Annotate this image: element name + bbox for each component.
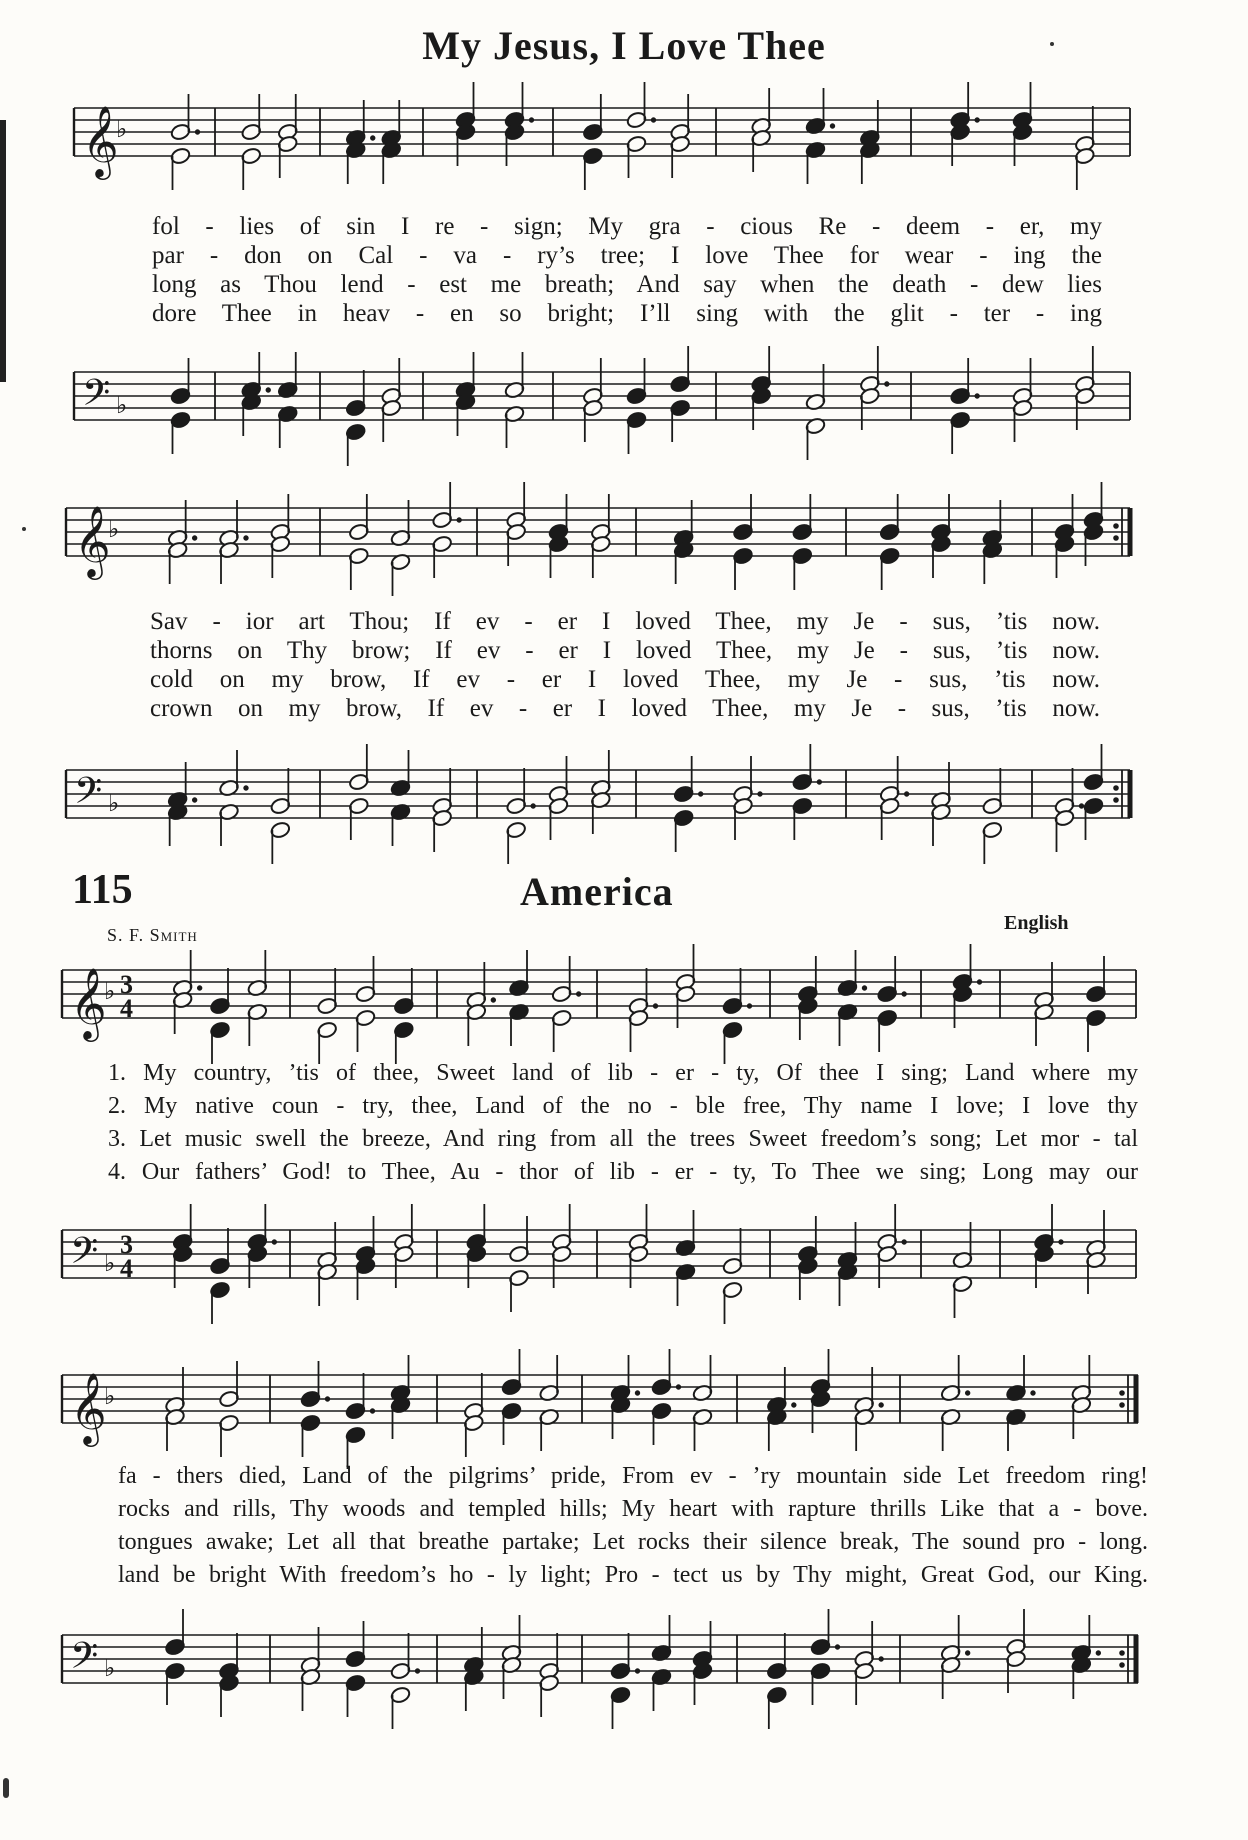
hymn-number: 115 xyxy=(72,867,133,913)
bass-clef-icon: 𝄢 xyxy=(82,372,111,423)
treble-clef-icon: 𝄞 xyxy=(74,504,111,577)
lyrics-verse-1: fa - thers died, Land of the pilgrims’ pride, From ev - ’ry mountain side Let freedom ring! xyxy=(118,1463,1148,1489)
flat-icon: ♭ xyxy=(108,515,120,543)
lyrics-verse-3: 3. Let music swell the breeze, And ring from all the trees Sweet freedom’s song; Let mor - tal xyxy=(108,1126,1138,1152)
flat-icon: ♭ xyxy=(104,1382,116,1410)
lyrics-verse-1: 1. My country, ’tis of thee, Sweet land of lib - er - ty, Of thee I sing; Land where my xyxy=(108,1060,1138,1086)
svg-text:3: 3 xyxy=(120,970,133,999)
scan-speck xyxy=(1050,42,1054,46)
flat-icon: ♭ xyxy=(116,115,128,143)
flat-icon: ♭ xyxy=(104,1654,116,1682)
flat-icon: ♭ xyxy=(104,1249,116,1277)
lyrics-verse-1: fol - lies of sin I re - sign; My gra - cious Re - deem - er, my xyxy=(152,213,1102,240)
svg-text:4: 4 xyxy=(120,994,133,1023)
lyrics-verse-4: dore Thee in heav - en so bright; I’ll sing with the glit - ter - ing xyxy=(152,300,1102,327)
treble-clef-icon: 𝄞 xyxy=(82,104,119,177)
hymn-title: My Jesus, I Love Thee xyxy=(422,23,826,68)
flat-icon: ♭ xyxy=(104,977,116,1005)
lyrics-verse-4: crown on my brow, If ev - er I loved Thee, my Je - sus, ’tis now. xyxy=(150,695,1100,722)
treble-clef-icon: 𝄞 xyxy=(70,1371,107,1444)
lyrics-verse-3: cold on my brow, If ev - er I loved Thee, my Je - sus, ’tis now. xyxy=(150,666,1100,693)
lyrics-verse-2: rocks and rills, Thy woods and templed hills; My heart with rapture thrills Like that a - bove. xyxy=(118,1496,1148,1522)
lyrics-verse-3: tongues awake; Let all that breathe partake; Let rocks their silence break, The sound pro - long. xyxy=(118,1529,1148,1555)
lyrics-verse-4: land be bright With freedom’s ho - ly light; Pro - tect us by Thy might, Great God, our King. xyxy=(118,1562,1148,1588)
lyrics-verse-1: Sav - ior art Thou; If ev - er I loved Thee, my Je - sus, ’tis now. xyxy=(150,608,1100,635)
svg-text:3: 3 xyxy=(120,1230,133,1259)
scan-speck xyxy=(22,527,26,531)
tune-name: English xyxy=(1004,912,1069,934)
treble-clef-icon: 𝄞 xyxy=(70,966,107,1039)
bass-clef-icon: 𝄢 xyxy=(70,1635,99,1686)
scan-speck xyxy=(3,1778,9,1798)
svg-text:4: 4 xyxy=(120,1254,133,1283)
lyrics-verse-2: 2. My native coun - try, thee, Land of the no - ble free, Thy name I love; I love thy xyxy=(108,1093,1138,1119)
bass-clef-icon: 𝄢 xyxy=(70,1230,99,1281)
lyrics-verse-2: thorns on Thy brow; If ev - er I loved Thee, my Je - sus, ’tis now. xyxy=(150,637,1100,664)
flat-icon: ♭ xyxy=(108,789,120,817)
lyrics-verse-4: 4. Our fathers’ God! to Thee, Au - thor of lib - er - ty, To Thee we sing; Long may our xyxy=(108,1159,1138,1185)
flat-icon: ♭ xyxy=(116,391,128,419)
lyrics-verse-3: long as Thou lend - est me breath; And say when the death - dew lies xyxy=(152,271,1102,298)
author-credit: S. F. Smith xyxy=(107,925,198,945)
lyrics-verse-2: par - don on Cal - va - ry’s tree; I love Thee for wear - ing the xyxy=(152,242,1102,269)
note-heads xyxy=(164,1609,1100,1729)
bass-clef-icon: 𝄢 xyxy=(74,770,103,821)
hymn-title: America xyxy=(520,869,674,914)
